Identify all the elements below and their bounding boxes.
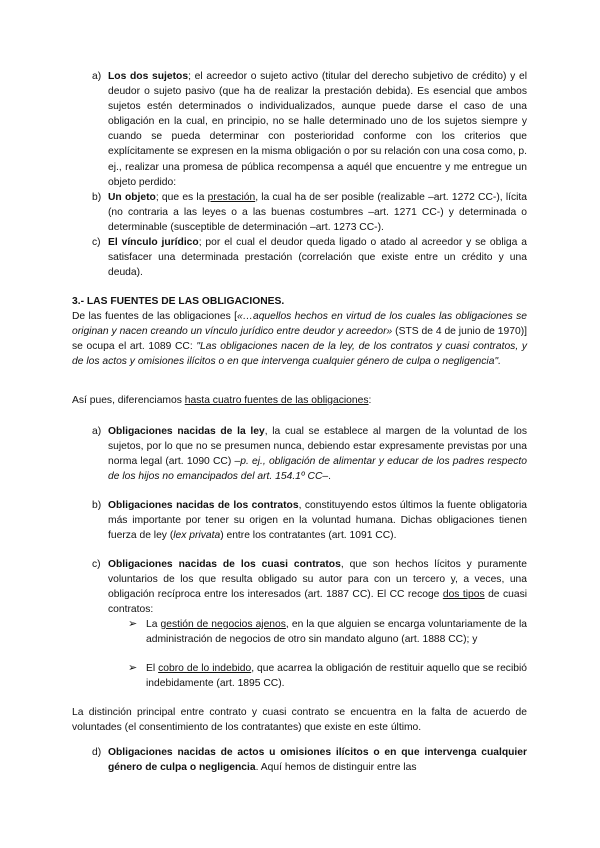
arrow-bullet-icon: ➢ [128,662,138,674]
subjects-item-a-text: ; el acreedor o sujeto activo (titular del derecho subjetivo de crédito) y el deudor o sujeto pasivo (que ha de realizar la prestación debida). Es esencial que ambos sujetos estén determinados o individualizados, aunque puede darse el caso de una obligación en la cual, en principio, no se halle determinado uno de los sujetos siempre y cuando se pueda determinar con posterioridad conforme con los criterios que explícitamente se expresen en la misma obligación o por su relación con una cosa como, p. ej., realizar una promesa de pública recompensa a aquél que encuentre y me entregue un objeto perdido: [108,71,527,188]
differentiate-line [72,393,527,408]
subjects-item-a-title: Los dos sujetos [108,71,189,82]
subjects-item-b-underlined: prestación [207,192,256,203]
intro-quote-art-1089: "Las obligaciones nacen de la ley, de los contratos y cuasi contratos, y de los actos y omisiones ilícitos o en que intervenga cualquier género de culpa o negligencia". [72,341,527,368]
differentiate-text-1: Así pues, diferenciamos [72,395,185,406]
subjects-item-b-text-1: ; que es la [155,192,208,203]
list-label-c: c) [92,237,101,248]
sub-item-cobro-text: , que acarrea la obligación de restituir aquello que se recibió indebidamente (art. 1895 CC). [146,663,527,690]
sources-item-d-title: Obligaciones nacidas de actos u omisiones ilícitos o en que intervenga cualquier género de culpa o negligencia [108,747,527,774]
sources-item-b-title: Obligaciones nacidas de los contratos [108,500,299,511]
sources-item-d [108,745,527,775]
arrow-bullet-icon: ➢ [128,618,138,630]
sub-item-gestion-underlined: gestión de negocios ajenos [160,619,286,630]
sources-label-c: c) [92,559,101,570]
sources-item-b-text-end: ) entre los contratantes (art. 1091 CC). [220,530,397,542]
sources-item-d-text: . Aquí hemos de distinguir entre las [255,762,417,774]
subjects-item-a [108,69,527,190]
sources-item-c-text: , que son hechos lícitos y puramente voluntarios de los que resulta obligado su autor para con un tercero y, a veces, una obligación recíproca entre los interesados (art. 1887 CC). El CC recoge [108,559,527,601]
intro-text-2: (STS de 4 de junio de 1970)] se ocupa el art. 1089 CC: [72,326,527,353]
sub-item-cobro-underlined: cobro de lo indebido [158,663,252,674]
differentiate-text-2: : [368,395,372,406]
sources-item-b-text: , constituyendo estos últimos la fuente obligatoria más importante por tener su origen en la voluntad humana. Dichas obligaciones tienen fuerza de ley ( [108,500,527,542]
sources-item-a-example: p. ej., obligación de alimentar y educar de los padres respecto de los hijos no emancipados del art. 154.1º CC [108,456,527,483]
section-intro [72,309,527,369]
sources-item-a-text-end: –. [322,471,331,483]
sources-label-b: b) [92,500,102,511]
sources-label-d: d) [92,747,102,758]
sources-item-a-text: , la cual se establece al margen de la voluntad de los sujetos, por lo que no se presumen nunca, debiendo estar expresamente previstas por una norma legal (art. 1090 CC) – [108,426,527,468]
sources-item-c-underlined: dos tipos [442,589,485,601]
sub-item-gestion-text: , en la que alguien se encarga voluntariamente de la administración de negocios de otro sin mandato alguno (art. 1888 CC); y [146,619,527,646]
subjects-item-b-text-2: , la cual ha de ser posible (realizable –art. 1272 CC-), lícita (no contraria a las leyes o a las buenas costumbres –art. 1271 CC-) y determinada o determinable (susceptible de determinación –art. 1273 CC-). [108,192,528,234]
sources-item-a [108,424,527,484]
sources-item-b [108,498,527,543]
sources-item-c-text-end: de cuasi contratos: [108,589,528,616]
sources-label-a: a) [92,426,102,437]
sub-item-gestion [146,617,527,647]
subjects-item-b [108,190,527,235]
subjects-item-c [108,235,527,280]
intro-text-1: De las fuentes de las obligaciones [ [72,311,237,322]
differentiate-underlined: hasta cuatro fuentes de las obligaciones [184,395,369,406]
subjects-item-b-title: Un objeto [108,192,156,203]
sources-item-a-title: Obligaciones nacidas de la ley [108,426,265,437]
sub-item-cobro-pre: El [146,663,159,674]
list-label-a: a) [92,71,102,82]
sources-item-c-title: Obligaciones nacidas de los cuasi contratos [108,559,341,570]
list-label-b: b) [92,192,102,203]
sources-item-c [108,557,527,617]
section-heading: 3.- LAS FUENTES DE LAS OBLIGACIONES. [72,296,285,307]
sub-item-gestion-pre: La [146,619,161,630]
sub-item-cobro [146,661,527,691]
distinction-paragraph: La distinción principal entre contrato y cuasi contrato se encuentra en la falta de acuerdo de voluntades (el consentimiento de los contratantes) que existe en este último. [72,707,527,734]
intro-quote: «…aquellos hechos en virtud de los cuales las obligaciones se originan y nacen creando un vínculo jurídico entre deudor y acreedor» [72,311,527,338]
subjects-item-c-text: ; por el cual el deudor queda ligado o atado al acreedor y se obliga a satisfacer una determinada prestación (correlación que existe entre un crédito y una deuda). [108,237,527,279]
subjects-item-c-title: El vínculo jurídico [108,237,199,248]
sources-item-b-italic: lex privata [173,530,221,542]
